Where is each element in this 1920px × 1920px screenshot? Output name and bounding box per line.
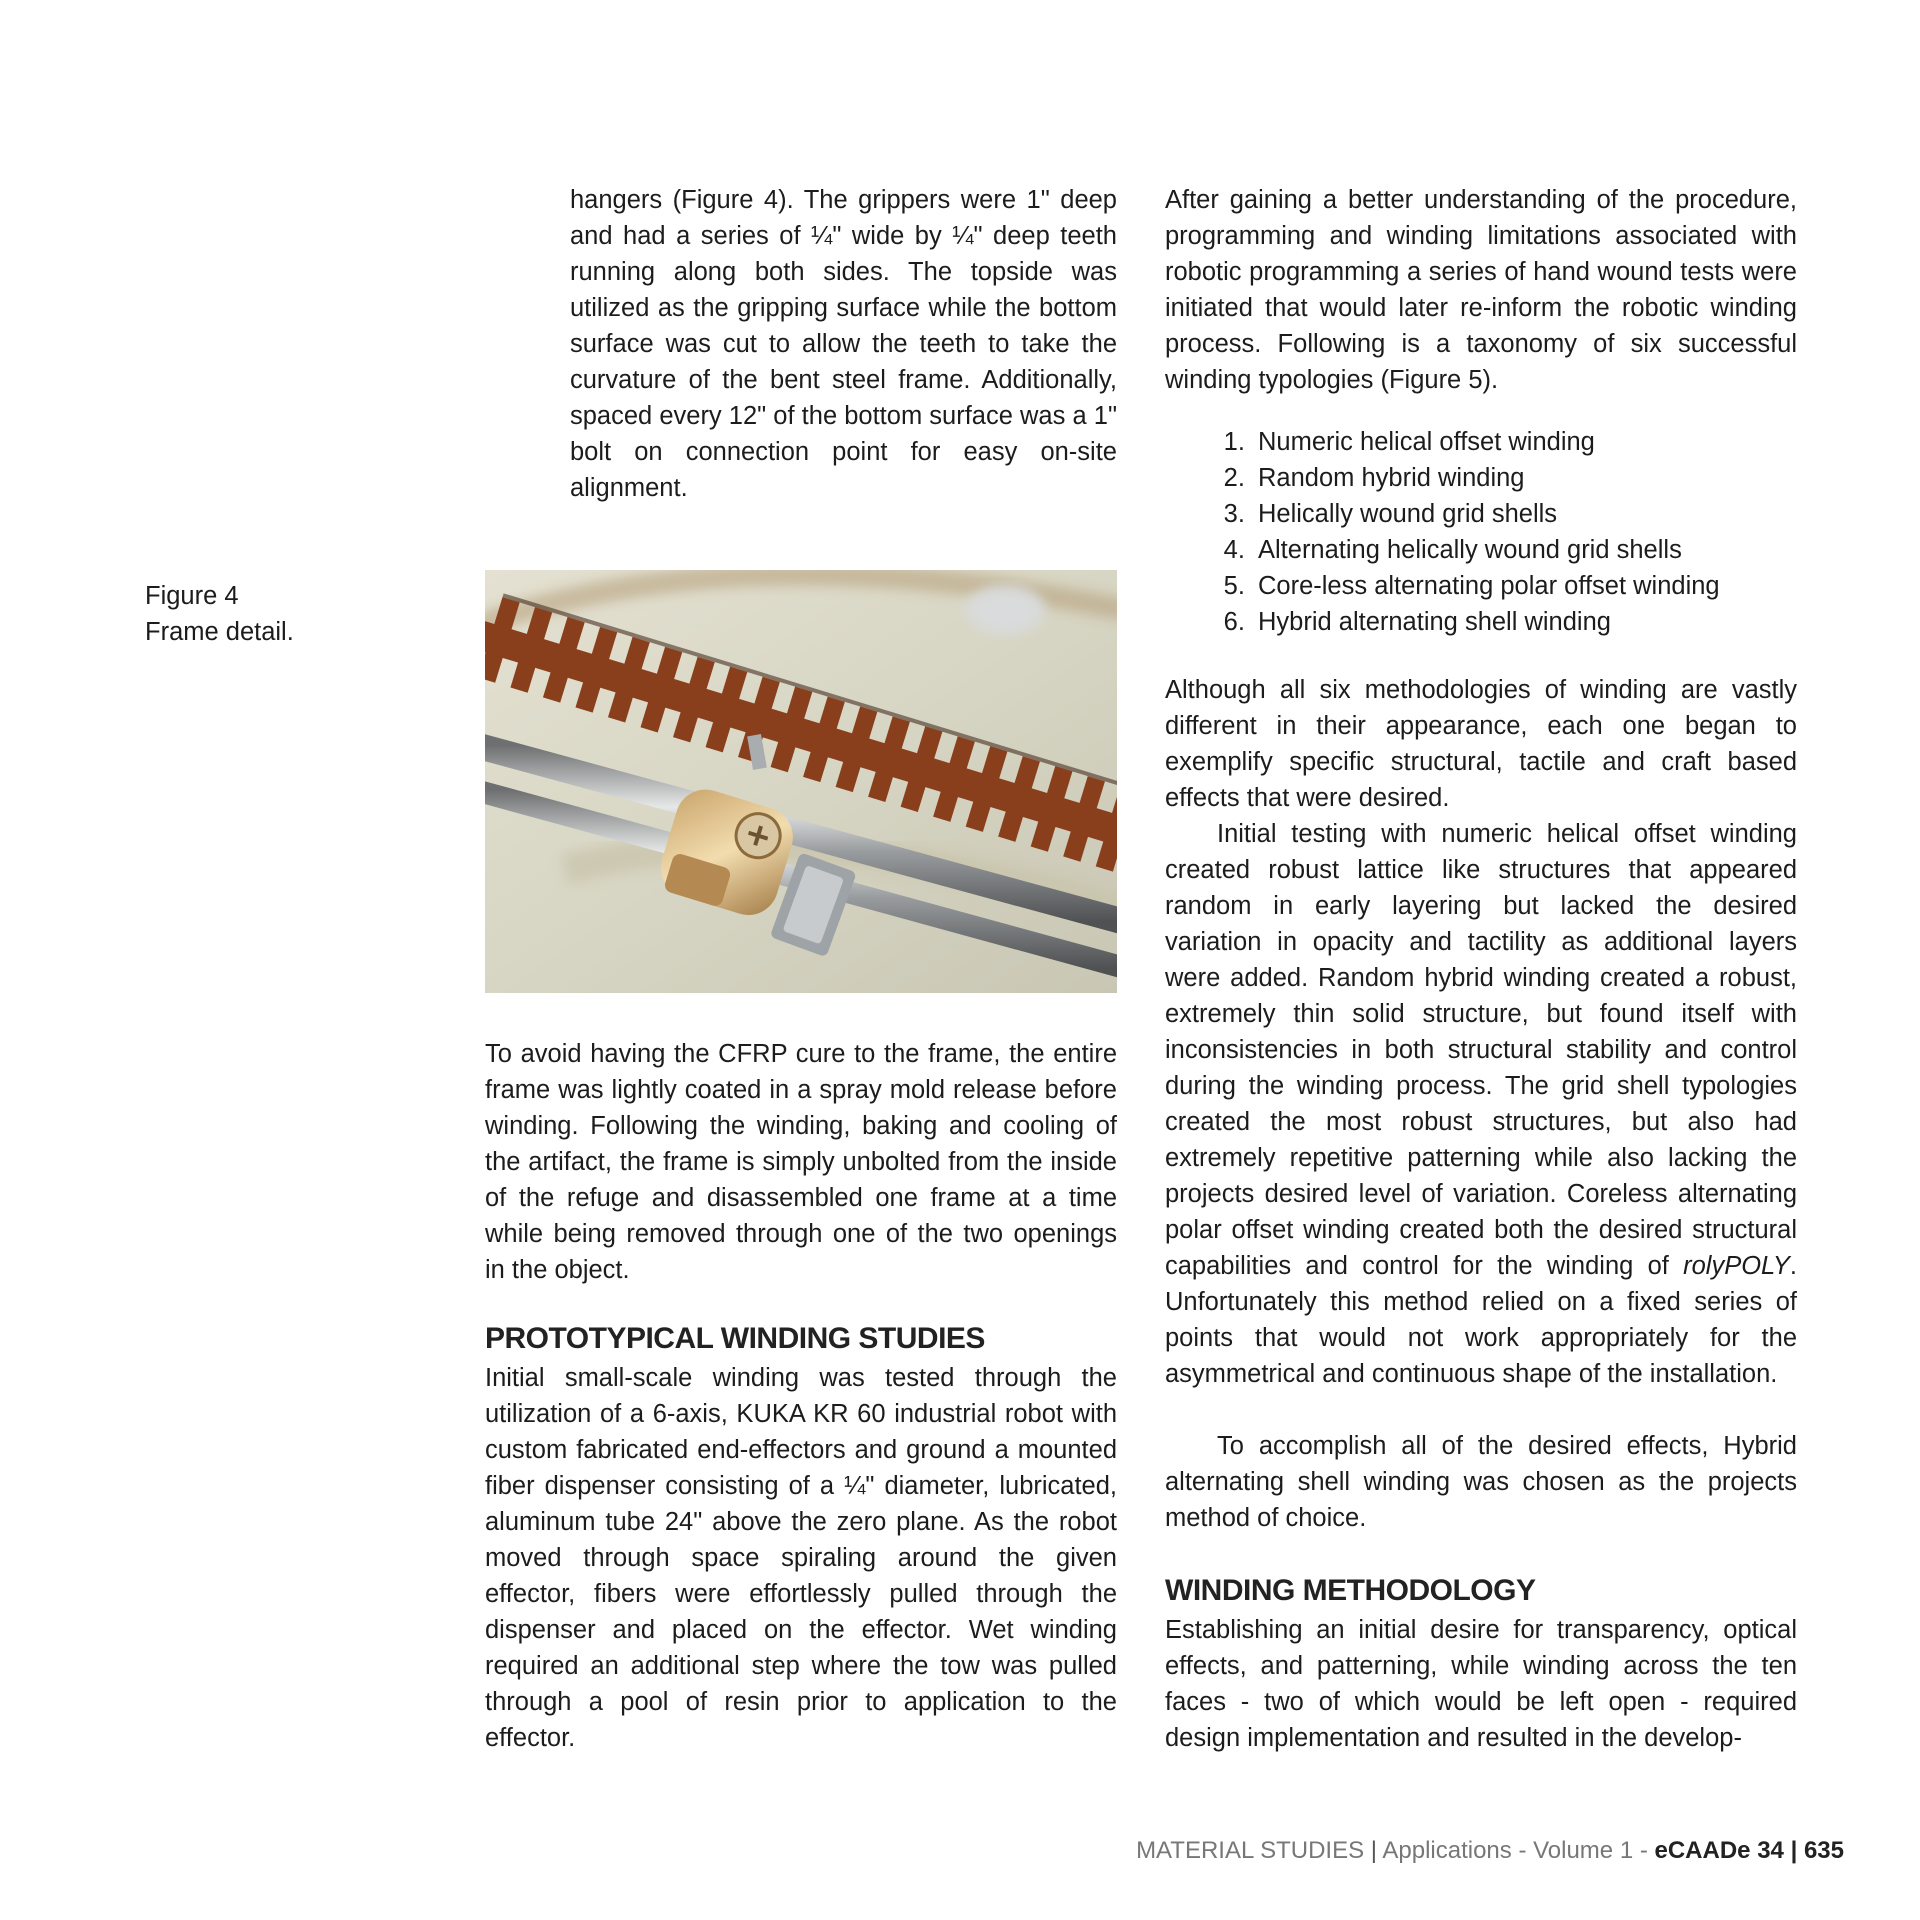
footer-section: MATERIAL STUDIES: [1136, 1837, 1365, 1864]
body-paragraph: hangers (Figure 4). The grippers were 1" deep and had a series of ¼" wide by ¼" deep teeth running along both sides. The topside was utilized as the gripping surface while the bottom surface was cut to allow the teeth to take the curvature of the bent steel frame. Additionally, spaced every 12" of the bottom surface was a 1" bolt on connection point for easy on-site alignment.: [570, 186, 1117, 502]
list-item: 6. Hybrid alternating shell winding: [1252, 604, 1720, 640]
body-paragraph: Initial small-scale winding was tested through the utilization of a 6-axis, KUKA KR 60 industrial robot with custom fabricated end-effectors and ground a mounted fiber dispenser consisting of a ¼" diameter, lubricated, aluminum tube 24" above the zero plane. As the robot moved through space spiraling around the given effector, fibers were effortlessly pulled through the dispenser and placed on the effector. Wet winding required an additional step where the tow was pulled through a pool of resin prior to application to the effector.: [485, 1364, 1117, 1752]
footer-conference: eCAADe 34: [1654, 1837, 1784, 1864]
typology-list: [1190, 424, 1720, 640]
page-number: 635: [1803, 1837, 1844, 1864]
section-heading: PROTOTYPICAL WINDING STUDIES: [485, 1322, 985, 1355]
figure-caption: [145, 578, 294, 650]
list-item: 4. Alternating helically wound grid shells: [1252, 532, 1720, 568]
text-run: Initial testing with numeric helical offset winding created robust lattice like structures that appeared random in early layering but lacked the desired variation in opacity and tactility as additional layers were added. Random hybrid winding created a robust, extremely thin solid structure, but found itself with inconsistencies in both structural stability and control during the winding process. The grid shell typologies created the most robust structures, but also had extremely repetitive patterning while also lacking the projects desired level of variation. Coreless alternating polar offset winding created both the desired structural capabilities and control for the winding of: [1165, 820, 1797, 1280]
footer-separator: |: [1370, 1837, 1378, 1864]
list-item: 2. Random hybrid winding: [1252, 460, 1720, 496]
body-paragraph: After gaining a better understanding of the procedure, programming and winding limitations associated with robotic programming a series of hand wound tests were initiated that would later re-inform the robotic winding process. Following is a taxonomy of six successful winding typologies (Figure 5).: [1165, 186, 1797, 394]
body-paragraph: Establishing an initial desire for transparency, optical effects, and patterning, while winding across the ten faces - two of which would be left open - required design implementation and resulted in the develop-: [1165, 1616, 1797, 1752]
paragraph-text: [1165, 816, 1797, 1392]
list-item: 5. Core-less alternating polar offset winding: [1252, 568, 1720, 604]
frame-detail-illustration: [485, 570, 1117, 993]
body-paragraph: Although all six methodologies of winding are vastly different in their appearance, each one began to exemplify specific structural, tactile and craft based effects that were desired.: [1165, 676, 1797, 812]
list-item: 1. Numeric helical offset winding: [1252, 424, 1720, 460]
page-footer: [1136, 1837, 1844, 1865]
body-paragraph: [1165, 1428, 1797, 1536]
body-paragraph: [1165, 816, 1797, 1392]
project-name: rolyPOLY: [1683, 1252, 1790, 1280]
list-item: 3. Helically wound grid shells: [1252, 496, 1720, 532]
figure-caption-text: Frame detail.: [145, 618, 294, 646]
footer-subtitle: Applications - Volume 1 -: [1382, 1837, 1648, 1864]
body-paragraph: To avoid having the CFRP cure to the frame, the entire frame was lightly coated in a spray mold release before winding. Following the winding, baking and cooling of the artifact, the frame is simply unbolted from the inside of the refuge and disassembled one frame at a time while being removed through one of the two openings in the object.: [485, 1040, 1117, 1284]
section-heading: WINDING METHODOLOGY: [1165, 1574, 1536, 1607]
paragraph-text: To accomplish all of the desired effects, Hybrid alternating shell winding was chosen as the projects method of choice.: [1165, 1432, 1797, 1532]
figure-4-photo: [485, 570, 1117, 993]
figure-label: Figure 4: [145, 582, 239, 610]
footer-separator: |: [1790, 1837, 1798, 1864]
text-run: . Unfortunately this method relied on a fixed series of points that would not work appropriately for the asymmetrical and continuous shape of the installation.: [1165, 1252, 1797, 1388]
